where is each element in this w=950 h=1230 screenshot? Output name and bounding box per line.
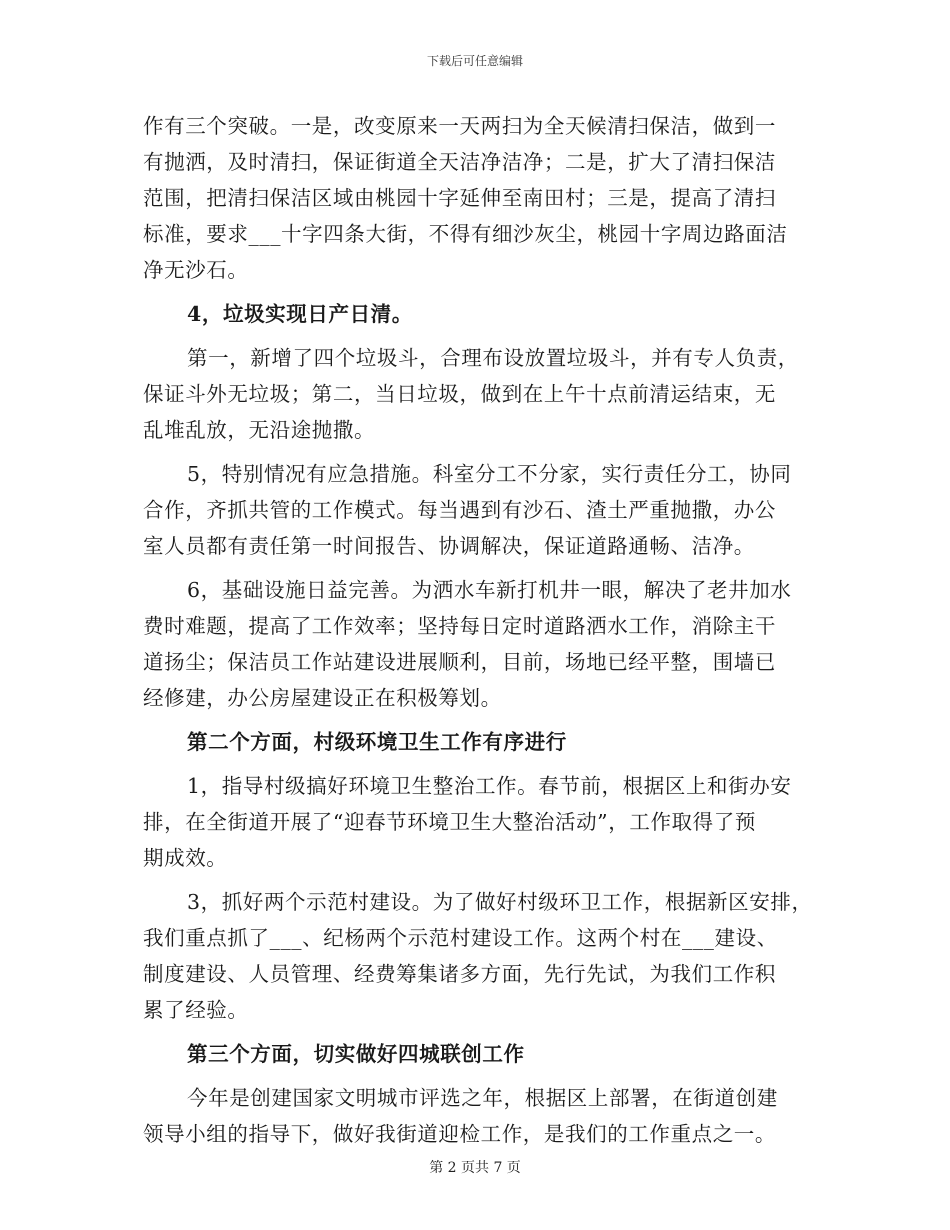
text-line: 范围，把清扫保洁区域由桃园十字延伸至南田村；三是，提高了清扫: [143, 186, 776, 210]
paragraph-4: [143, 572, 823, 716]
paragraph-7: [143, 1080, 823, 1152]
page-header: 下载后可任意编辑: [426, 54, 523, 68]
paragraph-3: [143, 456, 823, 564]
text-line: 净无沙石。: [143, 258, 249, 282]
text-line: 累了经验。: [143, 998, 249, 1022]
section-heading-2: 第二个方面，村级环境卫生工作有序进行: [187, 730, 567, 754]
text-line: 6，基础设施日益完善。为洒水车新打机井一眼，解决了老井加水: [187, 578, 792, 602]
text-line: 合作，齐抓共管的工作模式。每当遇到有沙石、渣土严重抛撒，办公: [143, 498, 776, 522]
section-heading-3: 第三个方面，切实做好四城联创工作: [187, 1042, 525, 1066]
text-line: 我们重点抓了___、纪杨两个示范村建设工作。这两个村在___建设、: [143, 926, 778, 950]
paragraph-5: [143, 768, 823, 876]
document-body: [143, 108, 823, 1152]
text-line: 排，在全街道开展了“迎春节环境卫生大整治活动”，工作取得了预: [143, 810, 756, 834]
text-line: 作有三个突破。一是，改变原来一天两扫为全天候清扫保洁，做到一: [143, 114, 776, 138]
text-line: 今年是创建国家文明城市评选之年，根据区上部署，在街道创建: [187, 1086, 778, 1110]
text-line: 有抛洒，及时清扫，保证街道全天洁净洁净；二是，扩大了清扫保洁: [143, 150, 776, 174]
text-line: 期成效。: [143, 846, 228, 870]
paragraph-2: [143, 340, 823, 448]
page-footer: 第 2 页共 7 页: [429, 1160, 521, 1176]
text-line: 1，指导村级搞好环境卫生整治工作。春节前，根据区上和街办安: [187, 774, 792, 798]
text-line: 3，抓好两个示范村建设。为了做好村级环卫工作，根据新区安排，: [187, 890, 813, 914]
text-line: 制度建设、人员管理、经费筹集诸多方面，先行先试，为我们工作积: [143, 962, 776, 986]
paragraph-6: [143, 884, 823, 1028]
text-line: 乱堆乱放，无沿途抛撒。: [143, 418, 376, 442]
text-line: 费时难题，提高了工作效率；坚持每日定时道路洒水工作，消除主干: [143, 614, 776, 638]
text-line: 领导小组的指导下，做好我街道迎检工作，是我们的工作重点之一。: [143, 1122, 776, 1146]
text-line: 经修建，办公房屋建设正在积极筹划。: [143, 686, 502, 710]
text-line: 第一，新增了四个垃圾斗，合理布设放置垃圾斗，并有专人负责，: [187, 346, 799, 370]
text-line: 室人员都有责任第一时间报告、协调解决，保证道路通畅、洁净。: [143, 534, 755, 558]
section-heading-4: 4，垃圾实现日产日清。: [187, 302, 413, 326]
text-line: 保证斗外无垃圾；第二，当日垃圾，做到在上午十点前清运结束，无: [143, 382, 776, 406]
paragraph-1: [143, 108, 823, 288]
text-line: 5，特别情况有应急措施。科室分工不分家，实行责任分工，协同: [187, 462, 792, 486]
text-line: 道扬尘；保洁员工作站建设进展顺利，目前，场地已经平整，围墙已: [143, 650, 776, 674]
text-line: 标准，要求___十字四条大街，不得有细沙灰尘，桃园十字周边路面洁: [143, 222, 788, 246]
